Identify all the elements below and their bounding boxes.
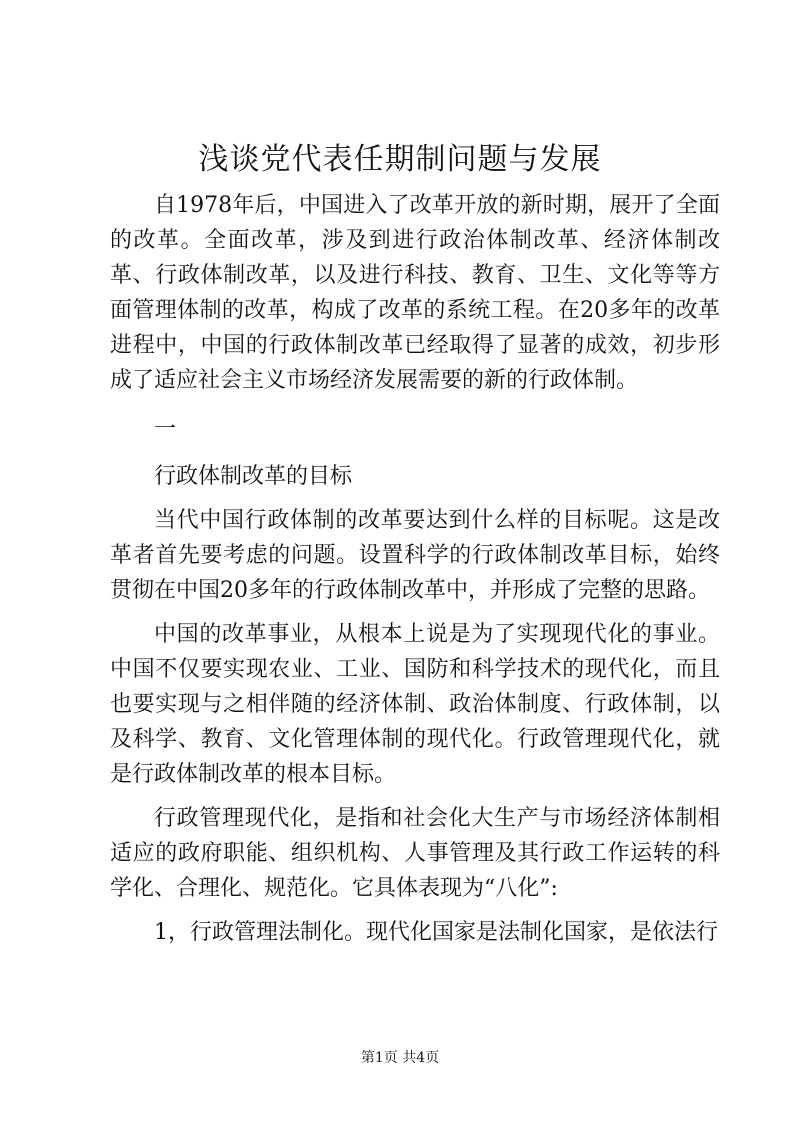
paragraph-goal-question: 当代中国行政体制的改革要达到什么样的目标呢。这是改革者首先要考虑的问题。设置科学的行政体制改革目标，始终贯彻在中国20多年的行政体制改革中，并形成了完整的思路。 [110, 508, 720, 603]
section-number: 一 [154, 417, 177, 442]
paragraph-item-1: 1，行政管理法制化。现代化国家是法制化国家，是依法行 [154, 920, 718, 945]
section-heading: 行政体制改革的目标 [154, 464, 353, 489]
page-footer: 第1页 共4页 [360, 1050, 440, 1066]
document-title: 浅谈党代表任期制问题与发展 [198, 142, 602, 177]
paragraph-intro: 自1978年后，中国进入了改革开放的新时期，展开了全面的改革。全面改革，涉及到进行政治体制改革、经济体制改革、行政体制改革，以及进行科技、教育、卫生、文化等等方面管理体制的改革，构成了改革的系统工程。在20多年的改革进程中，中国的行政体制改革已经取得了显著的成效，初步形成了适应社会主义市场经济发展需要的新的行政体制。 [110, 193, 720, 393]
paragraph-definition: 行政管理现代化，是指和社会化大生产与市场经济体制相适应的政府职能、组织机构、人事管理及其行政工作运转的科学化、合理化、规范化。它具体表现为“八化”: [110, 806, 720, 901]
paragraph-modernization: 中国的改革事业，从根本上说是为了实现现代化的事业。中国不仅要实现农业、工业、国防和科学技术的现代化，而且也要实现与之相伴随的经济体制、政治体制度、行政体制，以及科学、教育、文化管理体制的现代化。行政管理现代化，就是行政体制改革的根本目标。 [110, 622, 720, 787]
document-body [110, 188, 720, 950]
